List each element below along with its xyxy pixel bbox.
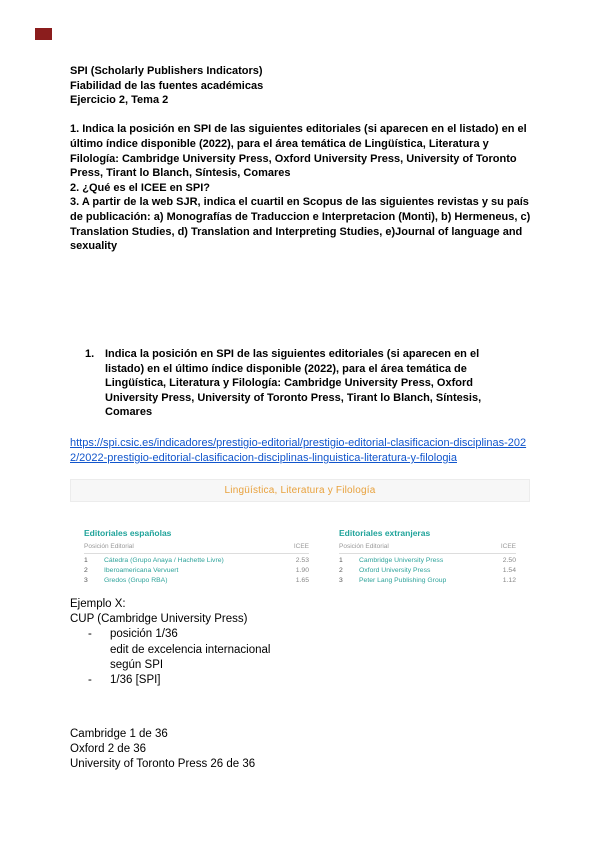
spanish-table-title: Editoriales españolas bbox=[84, 528, 172, 538]
answer-cambridge: Cambridge 1 de 36 bbox=[70, 728, 168, 740]
row-position: 2 bbox=[339, 567, 343, 574]
doc-header-and-questions bbox=[70, 64, 533, 254]
foreign-table-title: Editoriales extranjeras bbox=[339, 528, 431, 538]
list-number: 1. bbox=[85, 348, 95, 360]
bullet-dash: - bbox=[88, 628, 92, 641]
bullet-text bbox=[110, 627, 270, 673]
numbered-list-item bbox=[85, 347, 497, 420]
embed-banner bbox=[70, 479, 530, 502]
bullet-line: 1/36 [SPI] bbox=[110, 674, 161, 687]
table-row bbox=[84, 556, 309, 566]
publisher-name: Peter Lang Publishing Group bbox=[359, 577, 447, 584]
example-block bbox=[70, 597, 270, 688]
table-row bbox=[339, 576, 516, 586]
blank-line bbox=[70, 108, 533, 123]
column-header-icee: ICEE bbox=[500, 543, 516, 550]
foreign-table-header bbox=[339, 543, 516, 554]
example-title: Ejemplo X: bbox=[70, 598, 126, 610]
spanish-table-header bbox=[84, 543, 309, 554]
row-icee-value: 2.53 bbox=[295, 557, 309, 564]
doc-subtitle: Fiabilidad de las fuentes académicas bbox=[70, 79, 264, 92]
question-1: 1. Indica la posición en SPI de las siguientes editoriales (si aparecen en el listado) en el último índice disponible (2022), para el área temática de Lingüística, Literatura y Filología: Cambridge University Press, Oxford University Press, University of Toronto Press, Tirant lo Blanch, Síntesis, Comares bbox=[70, 123, 527, 180]
question-2: 2. ¿Qué es el ICEE en SPI? bbox=[70, 181, 210, 194]
row-position: 2 bbox=[84, 567, 88, 574]
embedded-spi-screenshot bbox=[70, 479, 530, 593]
spanish-publishers-table bbox=[84, 528, 309, 586]
example-subtitle: CUP (Cambridge University Press) bbox=[70, 613, 248, 626]
embed-tables bbox=[70, 502, 530, 586]
row-icee-value: 2.50 bbox=[502, 557, 516, 564]
question-3: 3. A partir de la web SJR, indica el cuartil en Scopus de las siguientes revistas y su país de publicación: a) Monografías de Traduccion e Interpretacion (Monti), b) Hermeneus, c) bbox=[70, 196, 531, 223]
table-row bbox=[339, 566, 516, 576]
table-row bbox=[339, 556, 516, 566]
foreign-publishers-table bbox=[339, 528, 516, 586]
column-header-posicion-editorial: Posición Editorial bbox=[84, 543, 134, 550]
publisher-name: Cátedra (Grupo Anaya / Hachette Livre) bbox=[104, 557, 224, 564]
bullet-line: edit de excelencia internacional bbox=[110, 643, 271, 656]
bullet-dash: - bbox=[88, 674, 92, 687]
row-icee-value: 1.54 bbox=[502, 567, 516, 574]
answers-block bbox=[70, 727, 255, 773]
row-position: 1 bbox=[339, 557, 343, 564]
answer-oxford: Oxford 2 de 36 bbox=[70, 743, 147, 756]
row-position: 3 bbox=[339, 577, 343, 584]
table-row bbox=[84, 576, 309, 586]
spi-hyperlink[interactable]: https://spi.csic.es/indicadores/prestigio-editorial/prestigio-editorial-clasificacion-disciplinas-2022/2022-prestigio-editorial-clasificacion-disciplinas-linguistica-literatura-y-filologia bbox=[70, 437, 527, 464]
row-icee-value: 1.65 bbox=[295, 577, 309, 584]
example-bullet-1 bbox=[70, 627, 270, 673]
doc-exercise-label: Ejercicio 2, Tema 2 bbox=[70, 94, 169, 107]
list-text: Indica la posición en SPI de las siguientes editoriales (si aparecen en el listado) en el último índice disponible (2022), para el área temática de Lingüística, Literatura y Filología: Cambridge University Press, Oxford University Press, University of Toronto Press, Tirant lo Blanch, Síntesis, Comares bbox=[105, 348, 482, 419]
table-row bbox=[84, 566, 309, 576]
row-icee-value: 1.12 bbox=[502, 577, 516, 584]
bullet-line: posición 1/36 bbox=[110, 628, 178, 641]
column-header-posicion-editorial: Posición Editorial bbox=[339, 543, 389, 550]
publisher-name: Iberoamericana Vervuert bbox=[104, 567, 179, 574]
column-header-icee: ICEE bbox=[293, 543, 309, 550]
link-paragraph bbox=[70, 436, 533, 466]
answer-toronto: University of Toronto Press 26 de 36 bbox=[70, 758, 256, 771]
corner-marker bbox=[35, 28, 52, 40]
question-3-continued: Translation Studies, d) Translation and Interpreting Studies, e)Journal of language and sexuality bbox=[70, 225, 523, 253]
publisher-name: Oxford University Press bbox=[359, 567, 431, 574]
bullet-text bbox=[110, 673, 161, 688]
row-position: 3 bbox=[84, 577, 88, 584]
publisher-name: Gredos (Grupo RBA) bbox=[104, 577, 168, 584]
doc-title: SPI (Scholarly Publishers Indicators) bbox=[70, 65, 263, 77]
example-bullet-2 bbox=[70, 673, 270, 688]
row-position: 1 bbox=[84, 557, 88, 564]
embed-banner-title: Lingüística, Literatura y Filología bbox=[224, 485, 376, 496]
bullet-line: según SPI bbox=[110, 658, 164, 671]
publisher-name: Cambridge University Press bbox=[359, 557, 444, 564]
row-icee-value: 1.90 bbox=[295, 567, 309, 574]
